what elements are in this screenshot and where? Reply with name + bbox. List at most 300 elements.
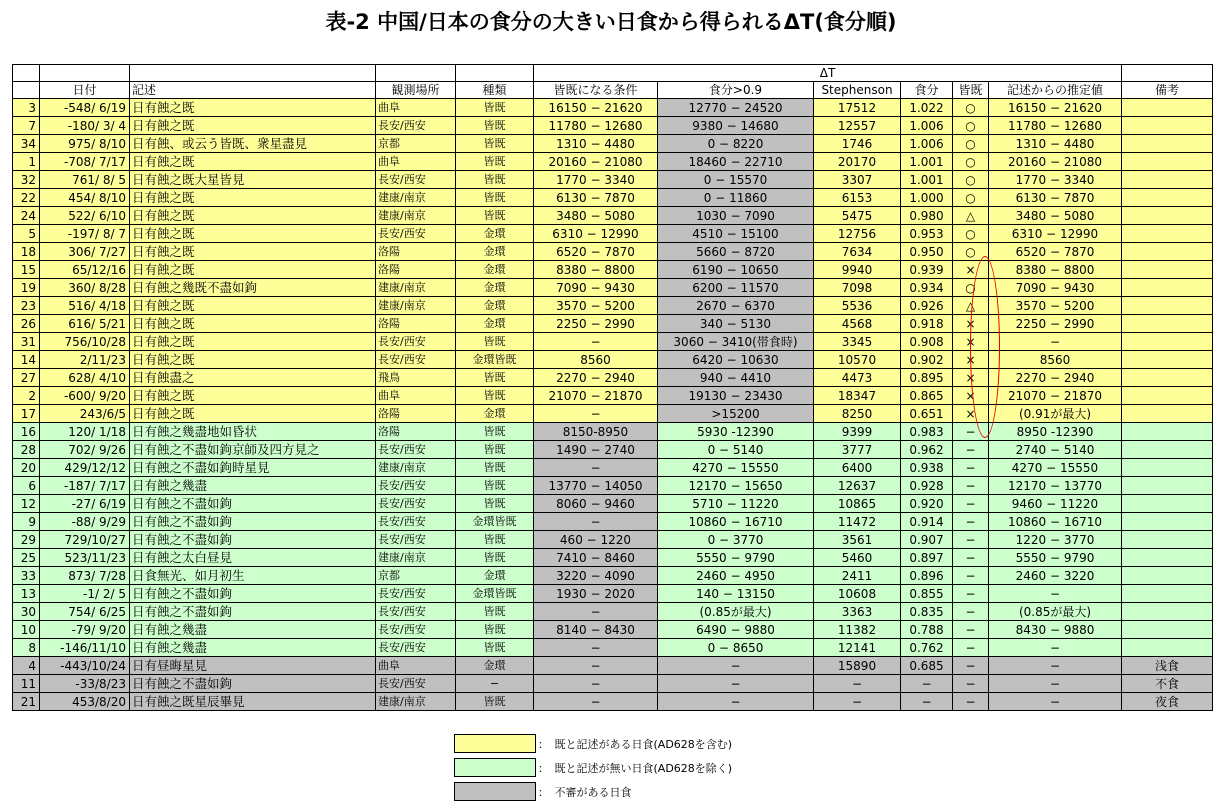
row-id: 1 xyxy=(13,153,40,171)
stephenson-cell: − xyxy=(814,693,901,711)
estimate-cell: 1310 − 4480 xyxy=(989,135,1122,153)
estimate-cell: 1220 − 3770 xyxy=(989,531,1122,549)
place-cell: 曲阜 xyxy=(376,657,456,675)
header-date: 日付 xyxy=(40,82,130,99)
table-row xyxy=(13,693,1213,711)
stephenson-cell: 11382 xyxy=(814,621,901,639)
row-id: 30 xyxy=(13,603,40,621)
legend-text: ： 既と記述が無い日食(AD628を除く) xyxy=(538,762,733,775)
header-kind: 種類 xyxy=(456,82,534,99)
place-cell: 長安/西安 xyxy=(376,531,456,549)
note-cell xyxy=(1122,207,1213,225)
totality-mark: − xyxy=(953,657,989,675)
note-cell xyxy=(1122,153,1213,171)
note-cell xyxy=(1122,171,1213,189)
table-row xyxy=(13,207,1213,225)
totality-mark: × xyxy=(953,333,989,351)
kind-cell: 金環 xyxy=(456,243,534,261)
totality-mark: ○ xyxy=(953,135,989,153)
kind-cell: 皆既 xyxy=(456,531,534,549)
note-cell xyxy=(1122,369,1213,387)
date-cell: 360/ 8/28 xyxy=(40,279,130,297)
condition-cell: 21070 − 21870 xyxy=(534,387,658,405)
record-cell: 日有蝕之既 xyxy=(130,153,376,171)
totality-mark: − xyxy=(953,603,989,621)
condition-cell: 1310 − 4480 xyxy=(534,135,658,153)
magnitude-cell: 0.855 xyxy=(901,585,953,603)
magnitude-cell: 1.006 xyxy=(901,117,953,135)
magnitude-09-cell: 0 − 8650 xyxy=(658,639,814,657)
note-cell xyxy=(1122,117,1213,135)
kind-cell: 金環 xyxy=(456,405,534,423)
kind-cell: 皆既 xyxy=(456,459,534,477)
totality-mark: × xyxy=(953,261,989,279)
totality-mark: − xyxy=(953,549,989,567)
estimate-cell: 8380 − 8800 xyxy=(989,261,1122,279)
date-cell: 975/ 8/10 xyxy=(40,135,130,153)
table-row xyxy=(13,495,1213,513)
date-cell: -197/ 8/ 7 xyxy=(40,225,130,243)
kind-cell: 皆既 xyxy=(456,441,534,459)
magnitude-cell: 0.962 xyxy=(901,441,953,459)
estimate-cell: − xyxy=(989,693,1122,711)
row-id: 29 xyxy=(13,531,40,549)
condition-cell: 8560 xyxy=(534,351,658,369)
record-cell: 日有蝕之既星辰畢見 xyxy=(130,693,376,711)
note-cell xyxy=(1122,513,1213,531)
record-cell: 日有蝕之不盡如鉤時星見 xyxy=(130,459,376,477)
estimate-cell: 7090 − 9430 xyxy=(989,279,1122,297)
header-note: 備考 xyxy=(1122,82,1213,99)
eclipse-table xyxy=(12,64,1213,711)
place-cell: 長安/西安 xyxy=(376,117,456,135)
date-cell: -187/ 7/17 xyxy=(40,477,130,495)
condition-cell: − xyxy=(534,657,658,675)
kind-cell: 皆既 xyxy=(456,621,534,639)
header-place: 観測場所 xyxy=(376,82,456,99)
stephenson-cell: 6400 xyxy=(814,459,901,477)
record-cell: 日有蝕之不盡如鉤 xyxy=(130,531,376,549)
magnitude-cell: 0.835 xyxy=(901,603,953,621)
condition-cell: − xyxy=(534,639,658,657)
date-cell: 761/ 8/ 5 xyxy=(40,171,130,189)
place-cell: 長安/西安 xyxy=(376,495,456,513)
condition-cell: 20160 − 21080 xyxy=(534,153,658,171)
table-row xyxy=(13,315,1213,333)
totality-mark: ○ xyxy=(953,243,989,261)
date-cell: 516/ 4/18 xyxy=(40,297,130,315)
totality-mark: − xyxy=(953,621,989,639)
magnitude-09-cell: 9380 − 14680 xyxy=(658,117,814,135)
estimate-cell: 20160 − 21080 xyxy=(989,153,1122,171)
note-cell xyxy=(1122,549,1213,567)
row-id: 7 xyxy=(13,117,40,135)
stephenson-cell: 10570 xyxy=(814,351,901,369)
kind-cell: 皆既 xyxy=(456,153,534,171)
place-cell: 建康/南京 xyxy=(376,459,456,477)
record-cell: 日有蝕之既 xyxy=(130,117,376,135)
record-cell: 日有蝕之幾盡 xyxy=(130,621,376,639)
kind-cell: 皆既 xyxy=(456,117,534,135)
date-cell: 523/11/23 xyxy=(40,549,130,567)
kind-cell: 金環皆既 xyxy=(456,585,534,603)
date-cell: -600/ 9/20 xyxy=(40,387,130,405)
note-cell xyxy=(1122,495,1213,513)
record-cell: 日有蝕之不盡如鉤 xyxy=(130,603,376,621)
totality-mark: × xyxy=(953,387,989,405)
note-cell xyxy=(1122,585,1213,603)
estimate-cell: (0.91が最大) xyxy=(989,405,1122,423)
condition-cell: 8140 − 8430 xyxy=(534,621,658,639)
header-blank xyxy=(130,65,376,82)
record-cell: 日有蝕之既 xyxy=(130,189,376,207)
magnitude-cell: 0.950 xyxy=(901,243,953,261)
date-cell: 306/ 7/27 xyxy=(40,243,130,261)
condition-cell: 3480 − 5080 xyxy=(534,207,658,225)
record-cell: 日有蝕之既 xyxy=(130,99,376,117)
note-cell xyxy=(1122,387,1213,405)
kind-cell: 金環皆既 xyxy=(456,513,534,531)
note-cell xyxy=(1122,297,1213,315)
totality-mark: − xyxy=(953,459,989,477)
estimate-cell: 6520 − 7870 xyxy=(989,243,1122,261)
kind-cell: 金環 xyxy=(456,567,534,585)
date-cell: -146/11/10 xyxy=(40,639,130,657)
condition-cell: 8150-8950 xyxy=(534,423,658,441)
record-cell: 日有蝕之既 xyxy=(130,261,376,279)
note-cell xyxy=(1122,567,1213,585)
condition-cell: 460 − 1220 xyxy=(534,531,658,549)
estimate-cell: − xyxy=(989,333,1122,351)
totality-mark: − xyxy=(953,639,989,657)
row-id: 14 xyxy=(13,351,40,369)
record-cell: 日有蝕之不盡如鉤京師及四方見之 xyxy=(130,441,376,459)
place-cell: 洛陽 xyxy=(376,261,456,279)
condition-cell: − xyxy=(534,693,658,711)
date-cell: 120/ 1/18 xyxy=(40,423,130,441)
kind-cell: 皆既 xyxy=(456,639,534,657)
record-cell: 日有蝕之既 xyxy=(130,243,376,261)
magnitude-09-cell: 4510 − 15100 xyxy=(658,225,814,243)
kind-cell: 金環皆既 xyxy=(456,351,534,369)
magnitude-cell: 0.983 xyxy=(901,423,953,441)
note-cell xyxy=(1122,477,1213,495)
legend-swatch-green xyxy=(454,758,536,777)
estimate-cell: − xyxy=(989,657,1122,675)
magnitude-cell: 0.685 xyxy=(901,657,953,675)
stephenson-cell: 9940 xyxy=(814,261,901,279)
place-cell: 長安/西安 xyxy=(376,171,456,189)
table-row xyxy=(13,153,1213,171)
kind-cell: 皆既 xyxy=(456,549,534,567)
note-cell xyxy=(1122,423,1213,441)
row-id: 20 xyxy=(13,459,40,477)
note-cell xyxy=(1122,603,1213,621)
table-row xyxy=(13,459,1213,477)
magnitude-cell: − xyxy=(901,675,953,693)
condition-cell: − xyxy=(534,405,658,423)
magnitude-09-cell: 6190 − 10650 xyxy=(658,261,814,279)
magnitude-cell: 0.928 xyxy=(901,477,953,495)
date-cell: 702/ 9/26 xyxy=(40,441,130,459)
totality-mark: − xyxy=(953,441,989,459)
stephenson-cell: 17512 xyxy=(814,99,901,117)
place-cell: 洛陽 xyxy=(376,243,456,261)
magnitude-cell: 0.651 xyxy=(901,405,953,423)
date-cell: 628/ 4/10 xyxy=(40,369,130,387)
stephenson-cell: 3777 xyxy=(814,441,901,459)
stephenson-cell: 3307 xyxy=(814,171,901,189)
note-cell xyxy=(1122,639,1213,657)
row-id: 25 xyxy=(13,549,40,567)
record-cell: 日有蝕之既 xyxy=(130,225,376,243)
totality-mark: ○ xyxy=(953,153,989,171)
record-cell: 日有蝕之既 xyxy=(130,405,376,423)
condition-cell: − xyxy=(534,459,658,477)
date-cell: 754/ 6/25 xyxy=(40,603,130,621)
header-blank xyxy=(376,65,456,82)
place-cell: 京都 xyxy=(376,567,456,585)
table-row xyxy=(13,369,1213,387)
kind-cell: 金環 xyxy=(456,261,534,279)
stephenson-cell: 2411 xyxy=(814,567,901,585)
record-cell: 日有蝕之幾盡 xyxy=(130,639,376,657)
stephenson-cell: 12141 xyxy=(814,639,901,657)
estimate-cell: 6130 − 7870 xyxy=(989,189,1122,207)
table-row xyxy=(13,387,1213,405)
totality-mark: − xyxy=(953,693,989,711)
header-estimate: 記述からの推定値 xyxy=(989,82,1122,99)
kind-cell: 皆既 xyxy=(456,189,534,207)
table-row xyxy=(13,567,1213,585)
stephenson-cell: 4568 xyxy=(814,315,901,333)
magnitude-cell: 1.001 xyxy=(901,171,953,189)
magnitude-cell: 0.895 xyxy=(901,369,953,387)
estimate-cell: 9460 − 11220 xyxy=(989,495,1122,513)
note-cell: 夜食 xyxy=(1122,693,1213,711)
date-cell: -88/ 9/29 xyxy=(40,513,130,531)
magnitude-09-cell: 18460 − 22710 xyxy=(658,153,814,171)
row-id: 16 xyxy=(13,423,40,441)
row-id: 6 xyxy=(13,477,40,495)
place-cell: 建康/南京 xyxy=(376,693,456,711)
magnitude-cell: 0.980 xyxy=(901,207,953,225)
kind-cell: − xyxy=(456,675,534,693)
row-id: 15 xyxy=(13,261,40,279)
row-id: 18 xyxy=(13,243,40,261)
record-cell: 日有蝕之不盡如鉤 xyxy=(130,585,376,603)
magnitude-09-cell: 6490 − 9880 xyxy=(658,621,814,639)
magnitude-09-cell: 6200 − 11570 xyxy=(658,279,814,297)
totality-mark: × xyxy=(953,405,989,423)
header-delta-t: ΔT xyxy=(534,65,1122,82)
place-cell: 京都 xyxy=(376,135,456,153)
row-id: 24 xyxy=(13,207,40,225)
magnitude-09-cell: 5710 − 11220 xyxy=(658,495,814,513)
stephenson-cell: − xyxy=(814,675,901,693)
condition-cell: − xyxy=(534,333,658,351)
table-row xyxy=(13,639,1213,657)
table-row xyxy=(13,423,1213,441)
date-cell: -27/ 6/19 xyxy=(40,495,130,513)
row-id: 34 xyxy=(13,135,40,153)
magnitude-cell: 0.953 xyxy=(901,225,953,243)
magnitude-cell: 0.788 xyxy=(901,621,953,639)
condition-cell: 6520 − 7870 xyxy=(534,243,658,261)
kind-cell: 皆既 xyxy=(456,99,534,117)
header-blank xyxy=(13,82,40,99)
stephenson-cell: 10865 xyxy=(814,495,901,513)
row-id: 27 xyxy=(13,369,40,387)
condition-cell: 1770 − 3340 xyxy=(534,171,658,189)
condition-cell: − xyxy=(534,603,658,621)
place-cell: 建康/南京 xyxy=(376,297,456,315)
record-cell: 日有蝕之不盡如鉤 xyxy=(130,495,376,513)
note-cell xyxy=(1122,531,1213,549)
date-cell: 454/ 8/10 xyxy=(40,189,130,207)
magnitude-09-cell: − xyxy=(658,693,814,711)
date-cell: 522/ 6/10 xyxy=(40,207,130,225)
condition-cell: − xyxy=(534,513,658,531)
note-cell xyxy=(1122,441,1213,459)
table-row xyxy=(13,225,1213,243)
magnitude-09-cell: >15200 xyxy=(658,405,814,423)
header-stephenson: Stephenson xyxy=(814,82,901,99)
magnitude-09-cell: 6420 − 10630 xyxy=(658,351,814,369)
note-cell: 不食 xyxy=(1122,675,1213,693)
magnitude-09-cell: − xyxy=(658,675,814,693)
stephenson-cell: 12756 xyxy=(814,225,901,243)
table-row xyxy=(13,351,1213,369)
totality-mark: ○ xyxy=(953,117,989,135)
magnitude-09-cell: 12770 − 24520 xyxy=(658,99,814,117)
place-cell: 長安/西安 xyxy=(376,351,456,369)
totality-mark: ○ xyxy=(953,171,989,189)
place-cell: 曲阜 xyxy=(376,387,456,405)
condition-cell: 1490 − 2740 xyxy=(534,441,658,459)
note-cell xyxy=(1122,189,1213,207)
magnitude-09-cell: − xyxy=(658,657,814,675)
row-id: 32 xyxy=(13,171,40,189)
estimate-cell: − xyxy=(989,639,1122,657)
totality-mark: ○ xyxy=(953,189,989,207)
totality-mark: − xyxy=(953,495,989,513)
magnitude-09-cell: (0.85が最大) xyxy=(658,603,814,621)
table-row xyxy=(13,405,1213,423)
kind-cell: 金環 xyxy=(456,279,534,297)
estimate-cell: 11780 − 12680 xyxy=(989,117,1122,135)
table-row xyxy=(13,171,1213,189)
date-cell: 729/10/27 xyxy=(40,531,130,549)
table-row xyxy=(13,99,1213,117)
magnitude-cell: 0.914 xyxy=(901,513,953,531)
magnitude-cell: 0.908 xyxy=(901,333,953,351)
note-cell xyxy=(1122,225,1213,243)
kind-cell: 皆既 xyxy=(456,171,534,189)
place-cell: 建康/南京 xyxy=(376,189,456,207)
kind-cell: 皆既 xyxy=(456,495,534,513)
magnitude-09-cell: 0 − 5140 xyxy=(658,441,814,459)
table-row xyxy=(13,243,1213,261)
table-row xyxy=(13,603,1213,621)
kind-cell: 皆既 xyxy=(456,477,534,495)
stephenson-cell: 8250 xyxy=(814,405,901,423)
magnitude-09-cell: 140 − 13150 xyxy=(658,585,814,603)
place-cell: 洛陽 xyxy=(376,405,456,423)
totality-mark: − xyxy=(953,567,989,585)
kind-cell: 金環 xyxy=(456,297,534,315)
place-cell: 飛鳥 xyxy=(376,369,456,387)
row-id: 33 xyxy=(13,567,40,585)
header-blank xyxy=(40,65,130,82)
row-id: 2 xyxy=(13,387,40,405)
condition-cell: 2270 − 2940 xyxy=(534,369,658,387)
table-body xyxy=(13,99,1213,711)
header-record: 記述 xyxy=(130,82,376,99)
date-cell: 616/ 5/21 xyxy=(40,315,130,333)
record-cell: 日有蝕之太白昼見 xyxy=(130,549,376,567)
totality-mark: △ xyxy=(953,207,989,225)
record-cell: 日有蝕之既 xyxy=(130,351,376,369)
condition-cell: 2250 − 2990 xyxy=(534,315,658,333)
row-id: 9 xyxy=(13,513,40,531)
date-cell: -548/ 6/19 xyxy=(40,99,130,117)
magnitude-cell: 0.938 xyxy=(901,459,953,477)
place-cell: 長安/西安 xyxy=(376,603,456,621)
place-cell: 曲阜 xyxy=(376,153,456,171)
note-cell xyxy=(1122,351,1213,369)
stephenson-cell: 3363 xyxy=(814,603,901,621)
magnitude-09-cell: 2460 − 4950 xyxy=(658,567,814,585)
table-row xyxy=(13,513,1213,531)
estimate-cell: 5550 − 9790 xyxy=(989,549,1122,567)
condition-cell: 6130 − 7870 xyxy=(534,189,658,207)
date-cell: 873/ 7/28 xyxy=(40,567,130,585)
estimate-cell: 6310 − 12990 xyxy=(989,225,1122,243)
note-cell xyxy=(1122,315,1213,333)
table-row xyxy=(13,657,1213,675)
header-blank xyxy=(13,65,40,82)
place-cell: 長安/西安 xyxy=(376,477,456,495)
note-cell xyxy=(1122,135,1213,153)
place-cell: 長安/西安 xyxy=(376,585,456,603)
header-totality: 皆既 xyxy=(953,82,989,99)
note-cell xyxy=(1122,279,1213,297)
date-cell: 429/12/12 xyxy=(40,459,130,477)
totality-mark: − xyxy=(953,531,989,549)
magnitude-cell: 0.920 xyxy=(901,495,953,513)
stephenson-cell: 7634 xyxy=(814,243,901,261)
totality-mark: ○ xyxy=(953,279,989,297)
table-row xyxy=(13,117,1213,135)
place-cell: 長安/西安 xyxy=(376,513,456,531)
magnitude-cell: 0.907 xyxy=(901,531,953,549)
row-id: 12 xyxy=(13,495,40,513)
magnitude-cell: 0.762 xyxy=(901,639,953,657)
record-cell: 日有蝕之既 xyxy=(130,315,376,333)
record-cell: 日有昼晦星見 xyxy=(130,657,376,675)
magnitude-cell: 0.897 xyxy=(901,549,953,567)
condition-cell: 3220 − 4090 xyxy=(534,567,658,585)
note-cell xyxy=(1122,261,1213,279)
header-row-2 xyxy=(13,82,1213,99)
totality-mark: − xyxy=(953,477,989,495)
totality-mark: ○ xyxy=(953,225,989,243)
stephenson-cell: 5475 xyxy=(814,207,901,225)
date-cell: -33/8/23 xyxy=(40,675,130,693)
estimate-cell: (0.85が最大) xyxy=(989,603,1122,621)
place-cell: 洛陽 xyxy=(376,315,456,333)
